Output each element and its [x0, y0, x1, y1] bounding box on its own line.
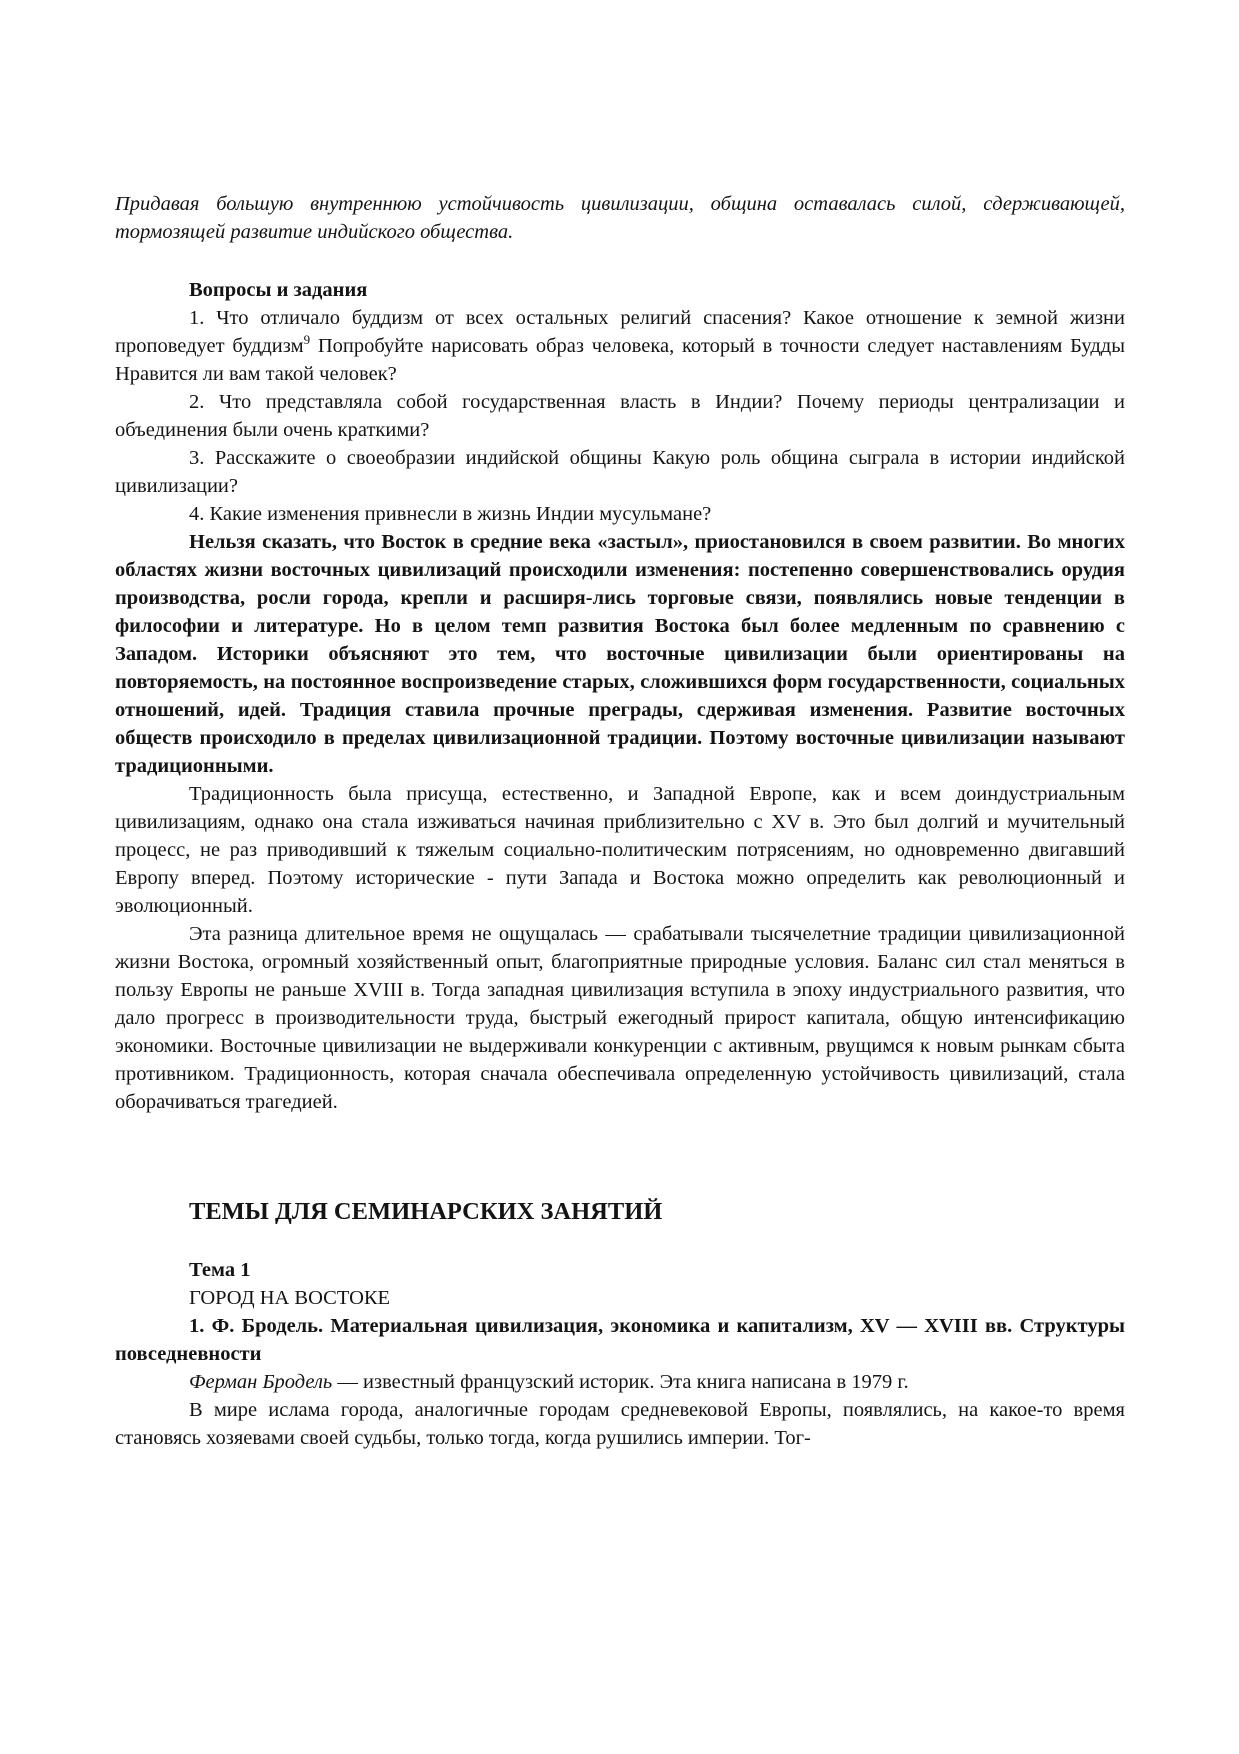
source-title: 1. Ф. Бродель. Материальная цивилизация, экономика и капитализм, XV — XVIII вв. Структуры повседневности — [115, 1315, 1125, 1365]
author-name: Ферман Бродель — [189, 1371, 333, 1393]
question-3: 3. Расскажите о своеобразии индийской общины Какую роль община сыграла в истории индийской цивилизации? — [115, 447, 1125, 497]
intro-italic-paragraph: Придавая большую внутреннюю устойчивость цивилизации, община оставалась силой, сдерживающей, тормозящей развитие индийского общества. — [115, 193, 1125, 243]
question-1 — [115, 304, 1125, 388]
topic-title: ГОРОД НА ВОСТОКЕ — [189, 1287, 391, 1309]
question-4: 4. Какие изменения привнесли в жизнь Индии мусульмане? — [189, 503, 712, 525]
document-page — [115, 190, 1125, 1452]
seminar-heading: ТЕМЫ ДЛЯ СЕМИНАРСКИХ ЗАНЯТИЙ — [189, 1198, 663, 1225]
footnote-mark: 9 — [303, 332, 311, 348]
question-1-text-b: Попробуйте нарисовать образ человека, который в точности следует наставлениям Будды Нравится ли вам такой человек? — [115, 335, 1125, 385]
conclusion-bold-paragraph: Нельзя сказать, что Восток в средние века «застыл», приостановился в своем развитии. Во многих областях жизни восточных цивилизаций происходили изменения: постепенно совершенствовались орудия производства, росли города, крепли и расширя-лись торговые связи, появлялись новые тенденции в философии и литературе. Но в целом темп развития Востока был более медленным по сравнению с Западом. Историки объясняют это тем, что восточные цивилизации были ориентированы на повторяемость, на постоянное воспроизведение старых, сложившихся форм государственности, социальных отношений, идей. Традиция ставила прочные преграды, сдерживая изменения. Развитие восточных обществ происходило в пределах цивилизационной традиции. Поэтому восточные цивилизации называют традиционными. — [115, 531, 1125, 777]
tradition-paragraph: Традиционность была присуща, естественно, и Западной Европе, как и всем доиндустриальным цивилизациям, однако она стала изживаться начиная приблизительно с XV в. Это был долгий и мучительный процесс, не раз приводивший к тяжелым социально-политическим потрясениям, но одновременно двигавший Европу вперед. Поэтому исторические - пути Запада и Востока можно определить как революционный и эволюционный. — [115, 783, 1125, 917]
author-note-text: — известный французский историк. Эта книга написана в 1979 г. — [332, 1371, 909, 1393]
last-paragraph: В мире ислама города, аналогичные городам средневековой Европы, появлялись, на какое-то время становясь хозяевами своей судьбы, только тогда, когда рушились империи. Тог- — [115, 1399, 1125, 1449]
question-1-text-a: 1. Что отличало буддизм от всех остальных религий спасения? Какое отношение к земной жизни проповедует буддизм — [115, 307, 1125, 357]
difference-paragraph: Эта разница длительное время не ощущалась — срабатывали тысячелетние традиции цивилизационной жизни Востока, огромный хозяйственный опыт, благоприятные природные условия. Баланс сил стал меняться в пользу Европы не раньше XVIII в. Тогда западная цивилизация вступила в эпоху индустриального развития, что дало прогресс в производительности труда, быстрый ежегодный прирост капитала, общую интенсификацию экономики. Восточные цивилизации не выдерживали конкуренции с активным, рвущимся к новым рынкам сбыта противником. Традиционность, которая сначала обеспечивала определенную устойчивость цивилизаций, стала оборачиваться трагедией. — [115, 923, 1125, 1113]
topic-label: Тема 1 — [189, 1259, 251, 1281]
question-2: 2. Что представляла собой государственная власть в Индии? Почему периоды централизации и объединения были очень краткими? — [115, 391, 1125, 441]
questions-heading: Вопросы и задания — [189, 279, 368, 301]
author-note — [115, 1368, 1125, 1396]
